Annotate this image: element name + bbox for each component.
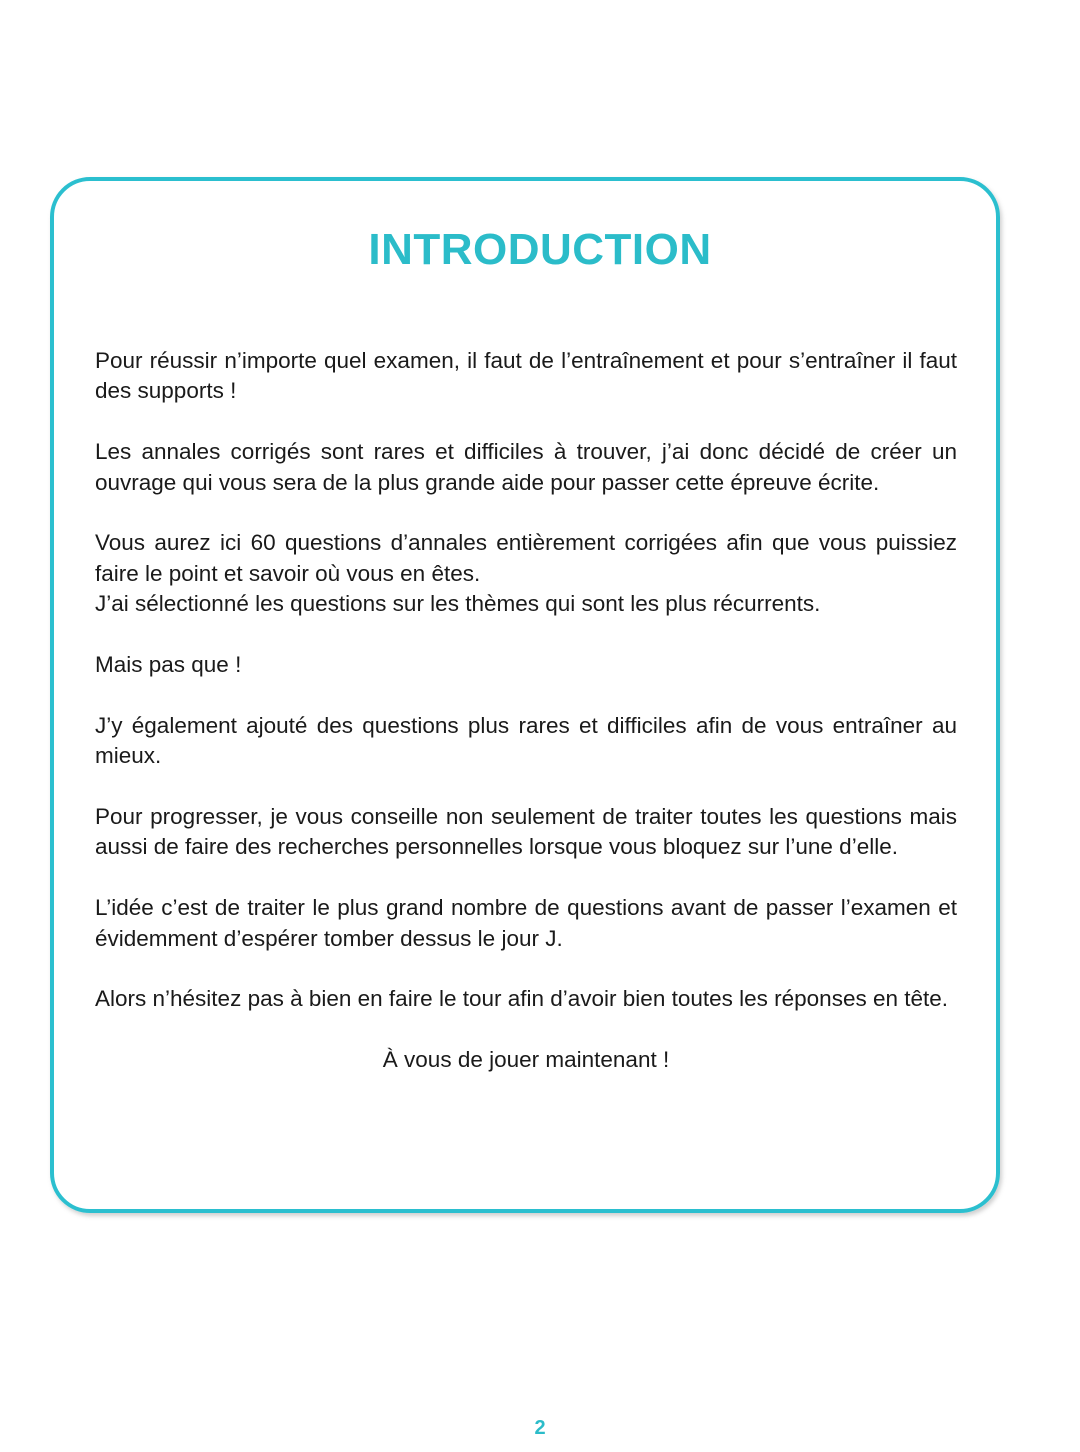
paragraph-annales: Les annales corrigés sont rares et difficiles à trouver, j’ai donc décidé de créer un ouvrage qui vous sera de la plus grande aide pour passer cette épreuve écrite. (95, 439, 957, 495)
paragraph-supports: Pour réussir n’importe quel examen, il faut de l’entraînement et pour s’entraîner il faut des supports ! (95, 348, 957, 404)
page-title: INTRODUCTION (368, 225, 712, 274)
paragraph-mais-pas-que: Mais pas que ! (95, 652, 242, 678)
closing-line: À vous de jouer maintenant ! (382, 1047, 670, 1073)
paragraph-questions-rares: J’y également ajouté des questions plus rares et difficiles afin de vous entraîner au mieux. (95, 712, 957, 769)
paragraph-themes: J’ai sélectionné les questions sur les thèmes qui sont les plus récurrents. (95, 591, 821, 617)
page-number: 2 (534, 1417, 546, 1439)
paragraph-idee: L’idée c’est de traiter le plus grand nombre de questions avant de passer l’examen et évidemment d’espérer tomber dessus le jour J. (95, 895, 957, 951)
introduction-body (95, 346, 957, 1106)
paragraph-tour: Alors n’hésitez pas à bien en faire le tour afin d’avoir bien toutes les réponses en tête. (95, 986, 949, 1012)
paragraph-60-questions: Vous aurez ici 60 questions d’annales entièrement corrigées afin que vous puissiez faire le point et savoir où vous en êtes. (95, 530, 957, 586)
paragraph-progresser: Pour progresser, je vous conseille non seulement de traiter toutes les questions mais aussi de faire des recherches personnelles lorsque vous bloquez sur l’une d’elle. (95, 804, 957, 860)
